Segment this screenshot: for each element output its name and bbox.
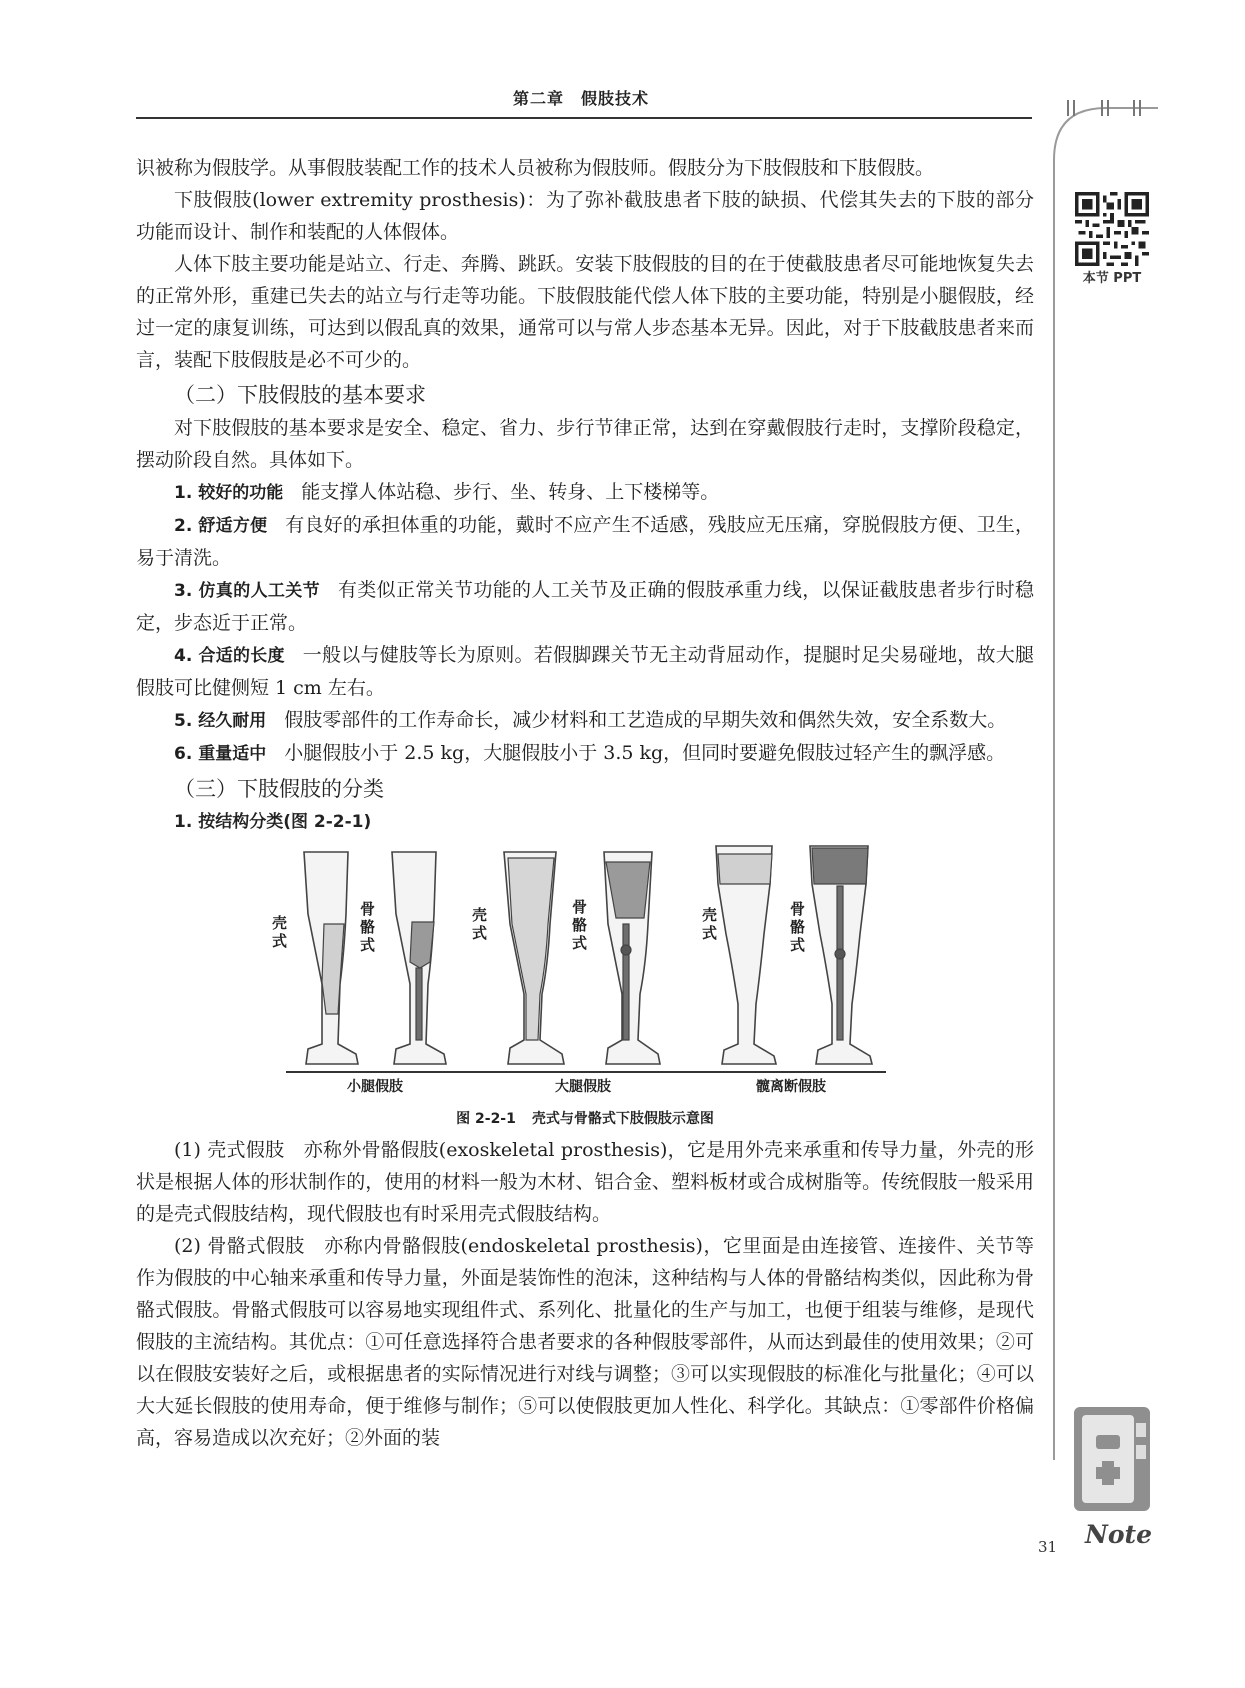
requirement-item [136,476,1034,509]
label-shell: 壳式 [472,906,488,942]
section-heading: （二）下肢假肢的基本要求 [174,383,426,407]
main-text [136,152,1034,1454]
note-label: Note [1085,1520,1152,1549]
caption-number: 图 2-2-1 [456,1111,516,1127]
item-lead: 1. 较好的功能 [174,483,284,503]
caption-text: 壳式与骨骼式下肢假肢示意图 [531,1111,714,1127]
subsection-heading: 1. 按结构分类(图 2-2-1) [174,812,372,832]
group-label: 大腿假肢 [555,1079,611,1095]
requirement-item [136,704,1034,737]
item-text: 能支撑人体站稳、步行、坐、转身、上下楼梯等。 [301,481,720,503]
prosthesis-figure [136,844,1034,1095]
header-rule [136,117,1032,119]
item-lead: 4. 合适的长度 [174,646,285,666]
group-label: 髋离断假肢 [756,1079,826,1095]
item-text: 一般以与健肢等长为原则。若假脚踝关节无主动背屈动作，提腿时足尖易碰地，故大腿假肢可比健侧短 1 cm 左右。 [136,644,1034,699]
paragraph: 对下肢假肢的基本要求是安全、稳定、省力、步行节律正常，达到在穿戴假肢行走时，支撑阶段稳定，摆动阶段自然。具体如下。 [136,417,1034,471]
item-lead: 6. 重量适中 [174,744,267,764]
figure-caption [136,1104,1034,1134]
note-book-icon [1072,1405,1152,1513]
page-number: 31 [1038,1538,1058,1556]
item-text: 有良好的承担体重的功能，戴时不应产生不适感，残肢应无压痛，穿脱假肢方便、卫生，易于清洗。 [136,514,1034,569]
running-header: 第二章 假肢技术 [512,89,649,108]
label-shell: 壳式 [272,914,288,950]
requirement-item [136,509,1034,574]
item-text: 假肢零部件的工作寿命长，减少材料和工艺造成的早期失效和偶然失效，安全系数大。 [284,709,1007,731]
label-skeletal: 骨骼式 [360,900,376,954]
requirement-item [136,737,1034,770]
paragraph: 人体下肢主要功能是站立、行走、奔腾、跳跃。安装下肢假肢的目的在于使截肢患者尽可能地恢复失去的正常外形，重建已失去的站立与行走等功能。下肢假肢能代偿人体下肢的主要功能，特别是小腿假肢，经过一定的康复训练，可达到以假乱真的效果，通常可以与常人步态基本无异。因此，对于下肢截肢患者来而言，装配下肢假肢是必不可少的。 [136,253,1034,371]
label-shell: 壳式 [702,906,718,942]
requirement-item [136,574,1034,639]
item-lead: 2. 舒适方便 [174,516,268,536]
label-skeletal: 骨骼式 [572,898,588,952]
item-text: 小腿假肢小于 2.5 kg，大腿假肢小于 3.5 kg，但同时要避免假肢过轻产生的飘浮感。 [284,742,1006,764]
paragraph: (1) 壳式假肢 亦称外骨骼假肢(exoskeletal prosthesis)，它是用外壳来承重和传导力量，外壳的形状是根据人体的形状制作的，使用的材料一般为木材、铝合金、塑料板材或合成树脂等。传统假肢一般采用的是壳式假肢结构，现代假肢也有时采用壳式假肢结构。 [136,1139,1034,1225]
paragraph: 识被称为假肢学。从事假肢装配工作的技术人员被称为假肢师。假肢分为下肢假肢和下肢假肢。 [136,157,935,179]
qr-code-icon[interactable] [1075,192,1149,266]
section-heading: （三）下肢假肢的分类 [174,777,384,801]
side-bracket-decoration [1050,100,1160,1460]
paragraph: 下肢假肢(lower extremity prosthesis)：为了弥补截肢患者下肢的缺损、代偿其失去的下肢的部分功能而设计、制作和装配的人体假体。 [136,189,1034,243]
item-text: 有类似正常关节功能的人工关节及正确的假肢承重力线，以保证截肢患者步行时稳定，步态近于正常。 [136,579,1034,634]
item-lead: 5. 经久耐用 [174,711,267,731]
paragraph: (2) 骨骼式假肢 亦称内骨骼假肢(endoskeletal prosthesis)，它里面是由连接管、连接件、关节等作为假肢的中心轴来承重和传导力量，外面是装饰性的泡沫，这种结构与人体的骨骼结构类似，因此称为骨骼式假肢。骨骼式假肢可以容易地实现组件式、系列化、批量化的生产与加工，也便于组装与维修，是现代假肢的主流结构。其优点：①可任意选择符合患者要求的各种假肢零部件，从而达到最佳的使用效果；②可以在假肢安装好之后，或根据患者的实际情况进行对线与调整；③可以实现假肢的标准化与批量化；④可以大大延长假肢的使用寿命，便于维修与制作；⑤可以使假肢更加人性化、科学化。其缺点：①零部件价格偏高，容易造成以次充好；②外面的装 [136,1235,1034,1449]
qr-label: 本节 PPT [1082,271,1142,286]
label-skeletal: 骨骼式 [790,900,806,954]
requirement-item [136,639,1034,704]
item-lead: 3. 仿真的人工关节 [174,581,320,601]
prosthesis-illustration [286,844,886,1080]
group-label: 小腿假肢 [347,1079,403,1095]
